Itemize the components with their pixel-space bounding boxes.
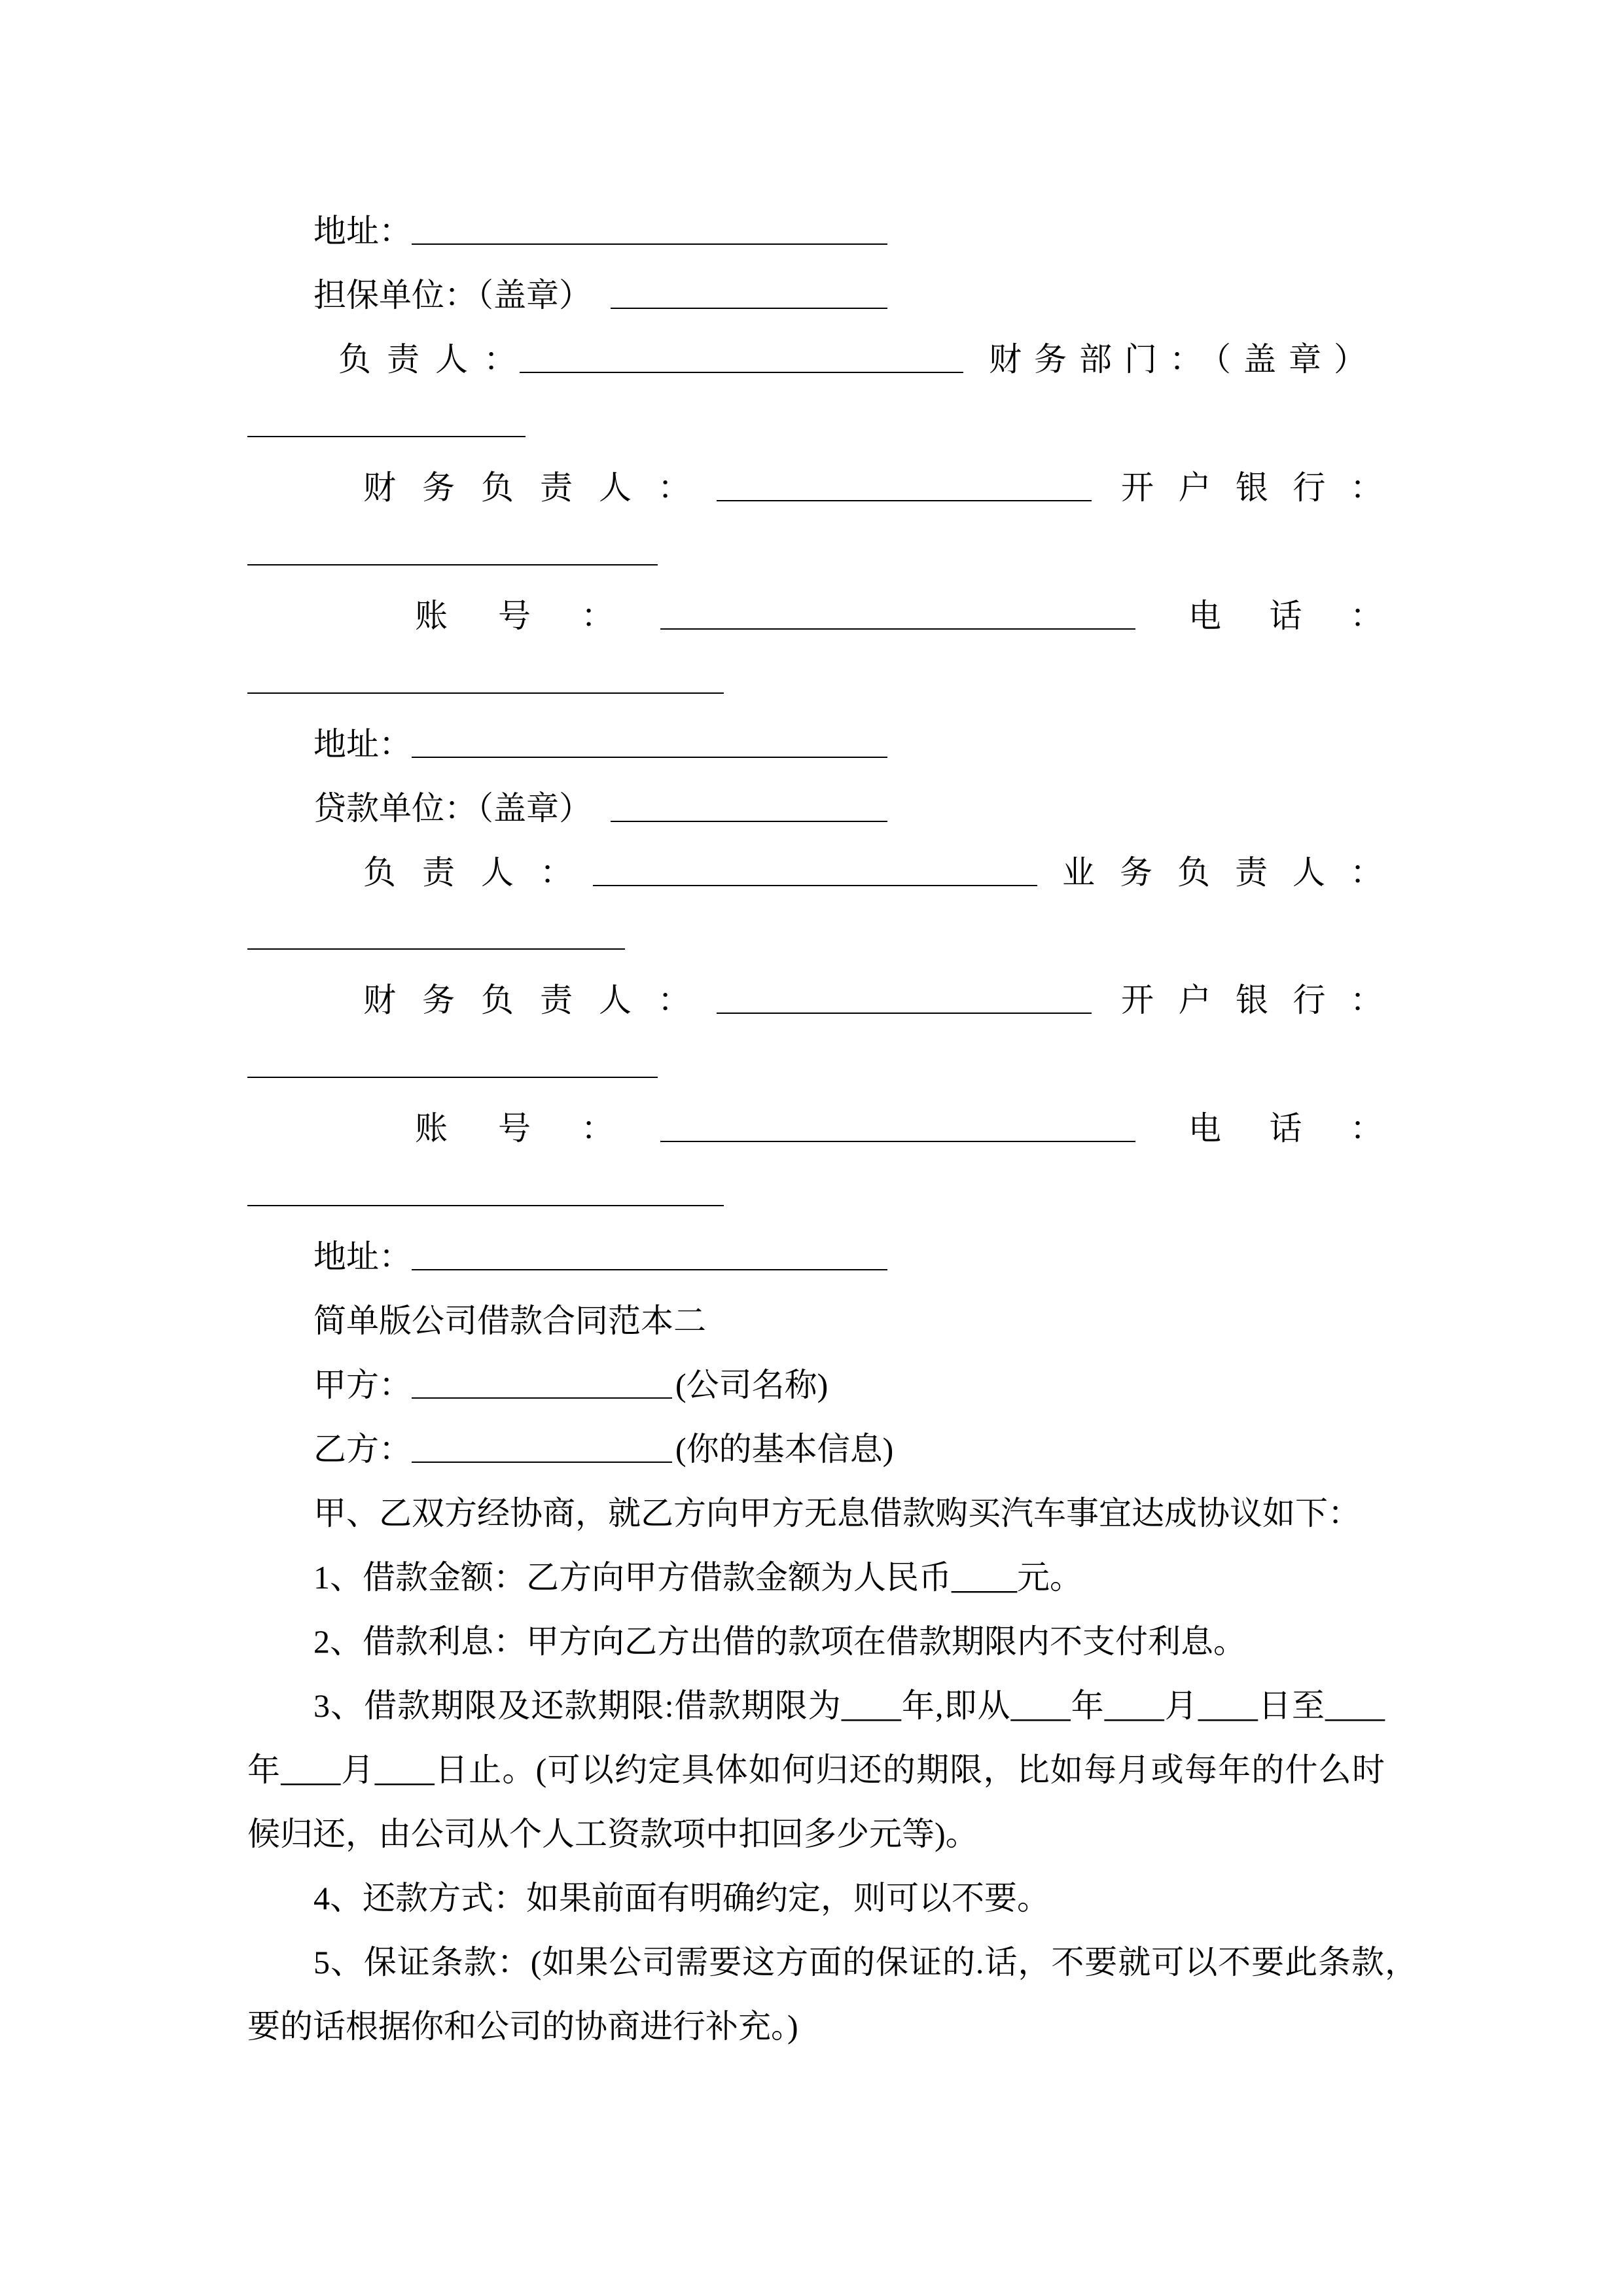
clause-4: 4、还款方式：如果前面有明确约定，则可以不要。 bbox=[313, 1880, 1050, 1916]
guarantor-phone-fill-line bbox=[247, 692, 724, 694]
intro-row bbox=[0, 1497, 1623, 1530]
lender-head-label: 负责人： bbox=[363, 854, 599, 891]
lender-address-fill-line bbox=[412, 1269, 887, 1270]
lender-head-fill-line bbox=[593, 885, 1037, 886]
guarantor-phone-label: 电话： bbox=[1188, 598, 1431, 634]
guarantor-finance-head-row bbox=[0, 471, 1623, 504]
guarantor-finance-dept-label: 财务部门：（盖章） bbox=[989, 341, 1379, 378]
lender-phone-label: 电话： bbox=[1188, 1110, 1431, 1147]
clause-2-row bbox=[0, 1625, 1623, 1658]
guarantor-bank-label: 开户银行： bbox=[1121, 469, 1408, 506]
clause-5-line-1-row bbox=[0, 1946, 1623, 1979]
intro-paragraph: 甲、乙双方经协商，就乙方向甲方无息借款购买汽车事宜达成协议如下： bbox=[313, 1495, 1361, 1532]
lender-phone-fill-line bbox=[247, 1205, 724, 1206]
lender-unit-fill-line bbox=[611, 821, 887, 822]
party-a-label: 甲方： bbox=[313, 1367, 412, 1403]
clause-3-line-3-row bbox=[0, 1818, 1623, 1850]
clause-1: 1、借款金额：乙方向甲方借款金额为人民币____元。 bbox=[313, 1559, 1082, 1596]
guarantor-unit-row bbox=[0, 279, 1623, 312]
guarantor-unit-fill-line bbox=[611, 308, 887, 309]
lender-account-label: 账号： bbox=[415, 1110, 664, 1147]
lender-unit-row bbox=[0, 792, 1623, 825]
guarantor-finance-head-label: 财务负责人： bbox=[363, 469, 717, 506]
guarantor-account-label: 账号： bbox=[415, 598, 664, 634]
lender-unit-label: 贷款单位：（盖章） bbox=[313, 790, 592, 827]
lender-account-fill-line bbox=[660, 1141, 1135, 1142]
clause-5-line-1: 5、保证条款：(如果公司需要这方面的保证的.话，不要就可以不要此条款， bbox=[313, 1944, 1416, 1981]
guarantor-account-row bbox=[0, 600, 1623, 632]
lender-address-label: 地址： bbox=[313, 1238, 412, 1275]
guarantor-finance-dept-fill-line bbox=[247, 436, 526, 437]
lender-bank-label: 开户银行： bbox=[1121, 982, 1408, 1018]
lender-phone-row bbox=[0, 1176, 1623, 1209]
lender-business-head-label: 业务负责人： bbox=[1062, 854, 1408, 891]
guarantor-bank-fill-line bbox=[247, 564, 658, 565]
clause-1-row bbox=[0, 1561, 1623, 1594]
lender-account-row bbox=[0, 1112, 1623, 1145]
clause-5-line-2: 要的话根据你和公司的协商进行补充。) bbox=[247, 2008, 798, 2045]
clause-3-line-3: 候归还，由公司从个人工资款项中扣回多少元等)。 bbox=[247, 1816, 978, 1852]
clause-2: 2、借款利息：甲方向乙方出借的款项在借款期限内不支付利息。 bbox=[313, 1623, 1246, 1660]
party-a-fill-line bbox=[412, 1397, 672, 1399]
lender-finance-head-fill-line bbox=[717, 1013, 1092, 1014]
party-b-hint: (你的基本信息) bbox=[675, 1431, 894, 1467]
lender-finance-head-label: 财务负责人： bbox=[363, 982, 717, 1018]
guarantor-address-fill-line bbox=[412, 757, 887, 758]
template-title-row bbox=[0, 1304, 1623, 1337]
party-a-row bbox=[0, 1369, 1623, 1401]
guarantor-finance-head-fill-line bbox=[717, 500, 1092, 501]
guarantor-finance-dept-row bbox=[0, 407, 1623, 440]
lender-head-row bbox=[0, 856, 1623, 889]
lender-business-head-row bbox=[0, 920, 1623, 952]
address-fill-line bbox=[412, 243, 887, 245]
lender-finance-head-row bbox=[0, 984, 1623, 1016]
guarantor-head-fill-line bbox=[520, 372, 963, 373]
lender-address-row bbox=[0, 1240, 1623, 1273]
template-title: 简单版公司借款合同范本二 bbox=[313, 1302, 706, 1339]
party-a-hint: (公司名称) bbox=[675, 1367, 829, 1403]
clause-3-line-2-row bbox=[0, 1753, 1623, 1786]
guarantor-bank-row bbox=[0, 535, 1623, 568]
party-b-row bbox=[0, 1433, 1623, 1465]
guarantor-address-label: 地址： bbox=[313, 726, 412, 762]
address-label: 地址： bbox=[313, 213, 412, 249]
clause-3-line-1-row bbox=[0, 1689, 1623, 1722]
lender-bank-row bbox=[0, 1048, 1623, 1081]
guarantor-head-row bbox=[0, 343, 1623, 376]
party-b-fill-line bbox=[412, 1462, 672, 1463]
guarantor-account-fill-line bbox=[660, 628, 1135, 630]
top-address-row bbox=[0, 215, 1623, 247]
lender-bank-fill-line bbox=[247, 1077, 658, 1078]
guarantor-phone-row bbox=[0, 664, 1623, 696]
guarantor-head-label: 负责人： bbox=[338, 341, 532, 378]
clause-5-line-2-row bbox=[0, 2010, 1623, 2043]
lender-business-head-fill-line bbox=[247, 948, 625, 950]
guarantor-address-row bbox=[0, 728, 1623, 761]
party-b-label: 乙方： bbox=[313, 1431, 412, 1467]
clause-3-line-1: 3、借款期限及还款期限:借款期限为____年,即从____年____月____日至____ bbox=[313, 1687, 1383, 1724]
guarantor-unit-label: 担保单位：（盖章） bbox=[313, 277, 592, 314]
clause-4-row bbox=[0, 1882, 1623, 1914]
clause-3-line-2: 年____月____日止。(可以约定具体如何归还的期限，比如每月或每年的什么时 bbox=[247, 1751, 1383, 1788]
